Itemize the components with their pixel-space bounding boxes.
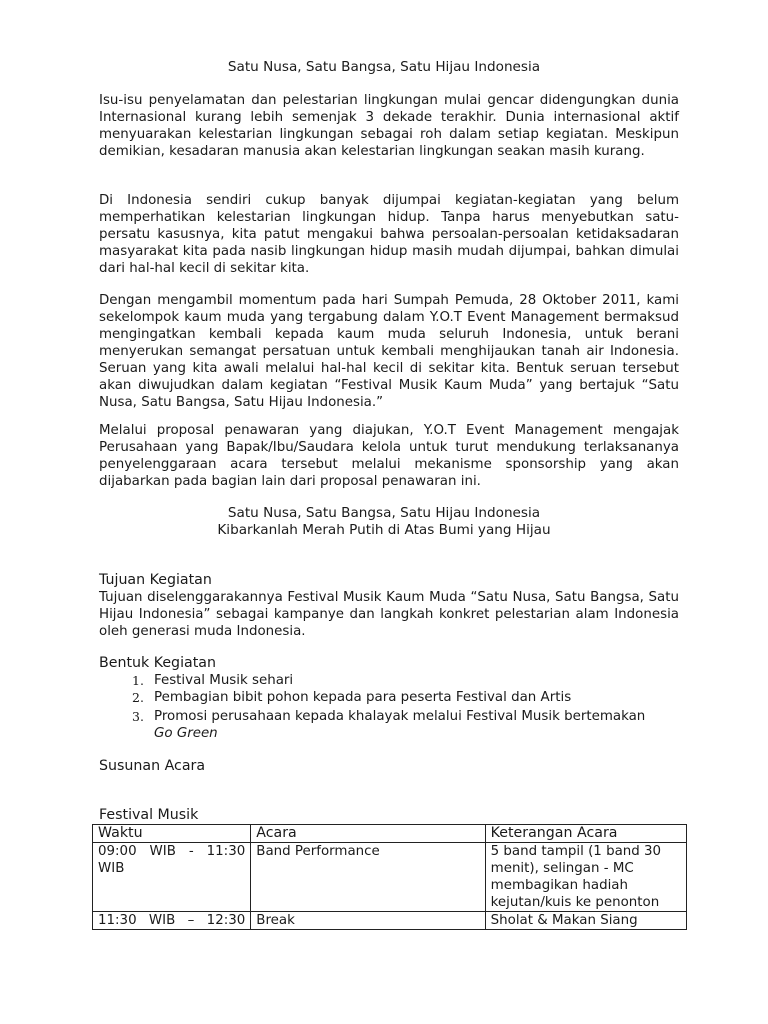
center-heading: [0, 505, 768, 539]
bentuk-list: [99, 672, 679, 742]
cell-acara: Break: [251, 912, 485, 930]
cell-waktu: [93, 912, 251, 930]
cell-keterangan: 5 band tampil (1 band 30 menit), selingan - MC membagikan hadiah kejutan/kuis ke penonton: [485, 843, 686, 912]
waktu-end: 12:30: [206, 913, 246, 928]
list-item-text: Festival Musik sehari: [154, 673, 294, 688]
waktu-line: [98, 912, 245, 929]
waktu-zone: WIB: [148, 913, 176, 928]
waktu-line2: WIB: [98, 861, 125, 876]
tujuan-text: Tujuan diselenggarakannya Festival Musik Kaum Muda “Satu Nusa, Satu Bangsa, Satu Hijau Indonesia” sebagai kampanye dan langkah konkret pelestarian alam Indonesia oleh generasi muda Indonesia.: [99, 590, 679, 639]
table-header-row: [93, 825, 687, 843]
paragraph-1: Isu-isu penyelamatan dan pelestarian lingkungan mulai gencar didengungkan dunia Internasional kurang lebih semenjak 3 dekade terakhir. Dunia internasional aktif menyuarakan kelestarian lingkungan sebagai roh dalam setiap kegiatan. Meskipun demikian, kesadaran manusia akan kelestarian lingkungan seakan masih kurang.: [99, 93, 679, 159]
center-heading-line2: Kibarkanlah Merah Putih di Atas Bumi yang Hijau: [217, 522, 551, 538]
list-number: 2.: [132, 690, 144, 705]
waktu-line: [98, 843, 245, 860]
bentuk-heading: Bentuk Kegiatan: [99, 655, 216, 671]
waktu-start: 09:00: [98, 844, 137, 859]
list-item-text: Pembagian bibit pohon kepada para peserta Festival dan Artis: [154, 690, 572, 705]
waktu-zone: WIB: [149, 844, 176, 859]
festival-heading: Festival Musik: [99, 807, 199, 823]
cell-keterangan: Sholat & Makan Siang: [485, 912, 686, 930]
header-keterangan: Keterangan Acara: [485, 825, 686, 843]
tujuan-heading: Tujuan Kegiatan: [99, 572, 212, 588]
header-acara: Acara: [251, 825, 485, 843]
schedule-table: [92, 824, 687, 930]
list-item: [99, 708, 679, 742]
waktu-sep: -: [188, 844, 194, 859]
list-number: 3.: [132, 709, 144, 724]
list-item-text: Promosi perusahaan kepada khalayak melalui Festival Musik bertemakan: [154, 709, 646, 724]
list-item: [99, 672, 679, 689]
paragraph-4: Melalui proposal penawaran yang diajukan, Y.O.T Event Management mengajak Perusahaan yang Bapak/Ibu/Saudara kelola untuk turut mendukung terlaksananya penyelenggaraan acara tersebut melalui mekanisme sponsorship yang akan dijabarkan pada bagian lain dari proposal penawaran ini.: [99, 423, 679, 489]
center-heading-line1: Satu Nusa, Satu Bangsa, Satu Hijau Indonesia: [227, 505, 541, 521]
waktu-start: 11:30: [98, 913, 137, 928]
document-title: Satu Nusa, Satu Bangsa, Satu Hijau Indonesia: [227, 59, 541, 75]
header-waktu: Waktu: [93, 825, 251, 843]
paragraph-3: Dengan mengambil momentum pada hari Sumpah Pemuda, 28 Oktober 2011, kami sekelompok kaum muda yang tergabung dalam Y.O.T Event Management bermaksud mengingatkan kembali kepada kaum muda seluruh Indonesia, untuk berani menyerukan semangat persatuan untuk kembali menghijaukan tanah air Indonesia. Seruan yang kita awali melalui hal-hal kecil di sekitar kita. Bentuk seruan tersebut akan diwujudkan dalam kegiatan “Festival Musik Kaum Muda” yang bertajuk “Satu Nusa, Satu Bangsa, Satu Hijau Indonesia.”: [99, 293, 679, 410]
waktu-sep: –: [187, 913, 195, 928]
table-row: [93, 912, 687, 930]
cell-acara: Band Performance: [251, 843, 485, 912]
list-item: [99, 689, 679, 706]
list-item-italic-text: Go Green: [154, 726, 218, 741]
paragraph-2: Di Indonesia sendiri cukup banyak dijumpai kegiatan-kegiatan yang belum memperhatikan kelestarian lingkungan hidup. Tanpa harus menyebutkan satu-persatu kasusnya, kita patut mengakui bahwa persoalan-persoalan ketidaksadaran masyarakat kita pada nasib lingkungan hidup masih mudah dijumpai, bahkan dimulai dari hal-hal kecil di sekitar kita.: [99, 193, 679, 276]
list-number: 1.: [132, 673, 144, 688]
susunan-heading: Susunan Acara: [99, 758, 206, 774]
cell-waktu: [93, 843, 251, 912]
table-row: [93, 843, 687, 912]
waktu-end: 11:30: [206, 844, 246, 859]
